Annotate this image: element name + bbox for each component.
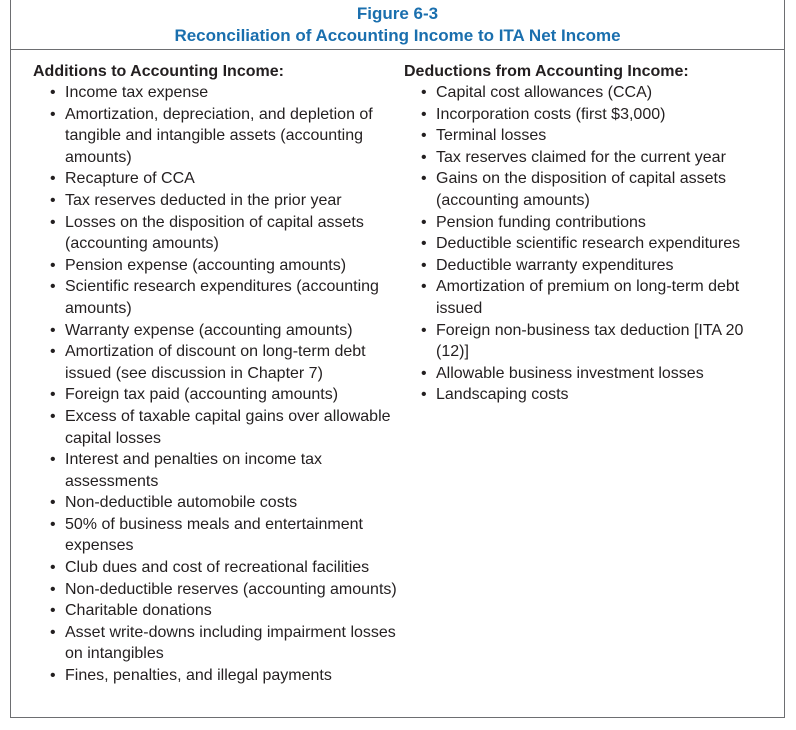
additions-item: • Amortization, depreciation, and depletion of tangible and intangible assets (accounting amounts) bbox=[33, 104, 398, 169]
additions-list bbox=[33, 82, 398, 687]
additions-item: • Tax reserves deducted in the prior year bbox=[33, 190, 398, 212]
deductions-item: • Allowable business investment losses bbox=[404, 363, 749, 385]
deductions-list bbox=[404, 82, 749, 406]
deductions-item: • Gains on the disposition of capital assets (accounting amounts) bbox=[404, 168, 749, 211]
additions-item: • Charitable donations bbox=[33, 600, 398, 622]
deductions-item: • Capital cost allowances (CCA) bbox=[404, 82, 749, 104]
deductions-item: • Terminal losses bbox=[404, 125, 749, 147]
additions-item: • Non-deductible reserves (accounting amounts) bbox=[33, 579, 398, 601]
additions-item: • Interest and penalties on income tax assessments bbox=[33, 449, 398, 492]
additions-item: • Amortization of discount on long-term debt issued (see discussion in Chapter 7) bbox=[33, 341, 398, 384]
figure-number: Figure 6-3 bbox=[356, 4, 439, 23]
deductions-item: • Amortization of premium on long-term debt issued bbox=[404, 276, 749, 319]
deductions-item: • Incorporation costs (first $3,000) bbox=[404, 104, 749, 126]
deductions-column bbox=[404, 61, 749, 406]
additions-item: • Fines, penalties, and illegal payments bbox=[33, 665, 398, 687]
additions-item: • Club dues and cost of recreational facilities bbox=[33, 557, 398, 579]
additions-item: • Excess of taxable capital gains over allowable capital losses bbox=[33, 406, 398, 449]
additions-item: • Warranty expense (accounting amounts) bbox=[33, 320, 398, 342]
deductions-item: • Pension funding contributions bbox=[404, 212, 749, 234]
deductions-item: • Tax reserves claimed for the current year bbox=[404, 147, 749, 169]
deductions-item: • Foreign non-business tax deduction [ITA 20 (12)] bbox=[404, 320, 749, 363]
deductions-item: • Deductible warranty expenditures bbox=[404, 255, 749, 277]
additions-item: • Recapture of CCA bbox=[33, 168, 398, 190]
additions-item: • Non-deductible automobile costs bbox=[33, 492, 398, 514]
additions-heading: Additions to Accounting Income: bbox=[33, 63, 284, 80]
additions-item: • Asset write-downs including impairment losses on intangibles bbox=[33, 622, 398, 665]
deductions-heading: Deductions from Accounting Income: bbox=[404, 63, 689, 80]
additions-column bbox=[33, 61, 398, 687]
figure-header bbox=[11, 0, 784, 50]
additions-item: • Foreign tax paid (accounting amounts) bbox=[33, 384, 398, 406]
deductions-item: • Deductible scientific research expenditures bbox=[404, 233, 749, 255]
additions-item: • Income tax expense bbox=[33, 82, 398, 104]
additions-item: • Pension expense (accounting amounts) bbox=[33, 255, 398, 277]
additions-item: • Scientific research expenditures (accounting amounts) bbox=[33, 276, 398, 319]
figure-title: Reconciliation of Accounting Income to ITA Net Income bbox=[174, 26, 621, 45]
additions-item: • 50% of business meals and entertainment expenses bbox=[33, 514, 398, 557]
additions-item: • Losses on the disposition of capital assets (accounting amounts) bbox=[33, 212, 398, 255]
deductions-item: • Landscaping costs bbox=[404, 384, 749, 406]
